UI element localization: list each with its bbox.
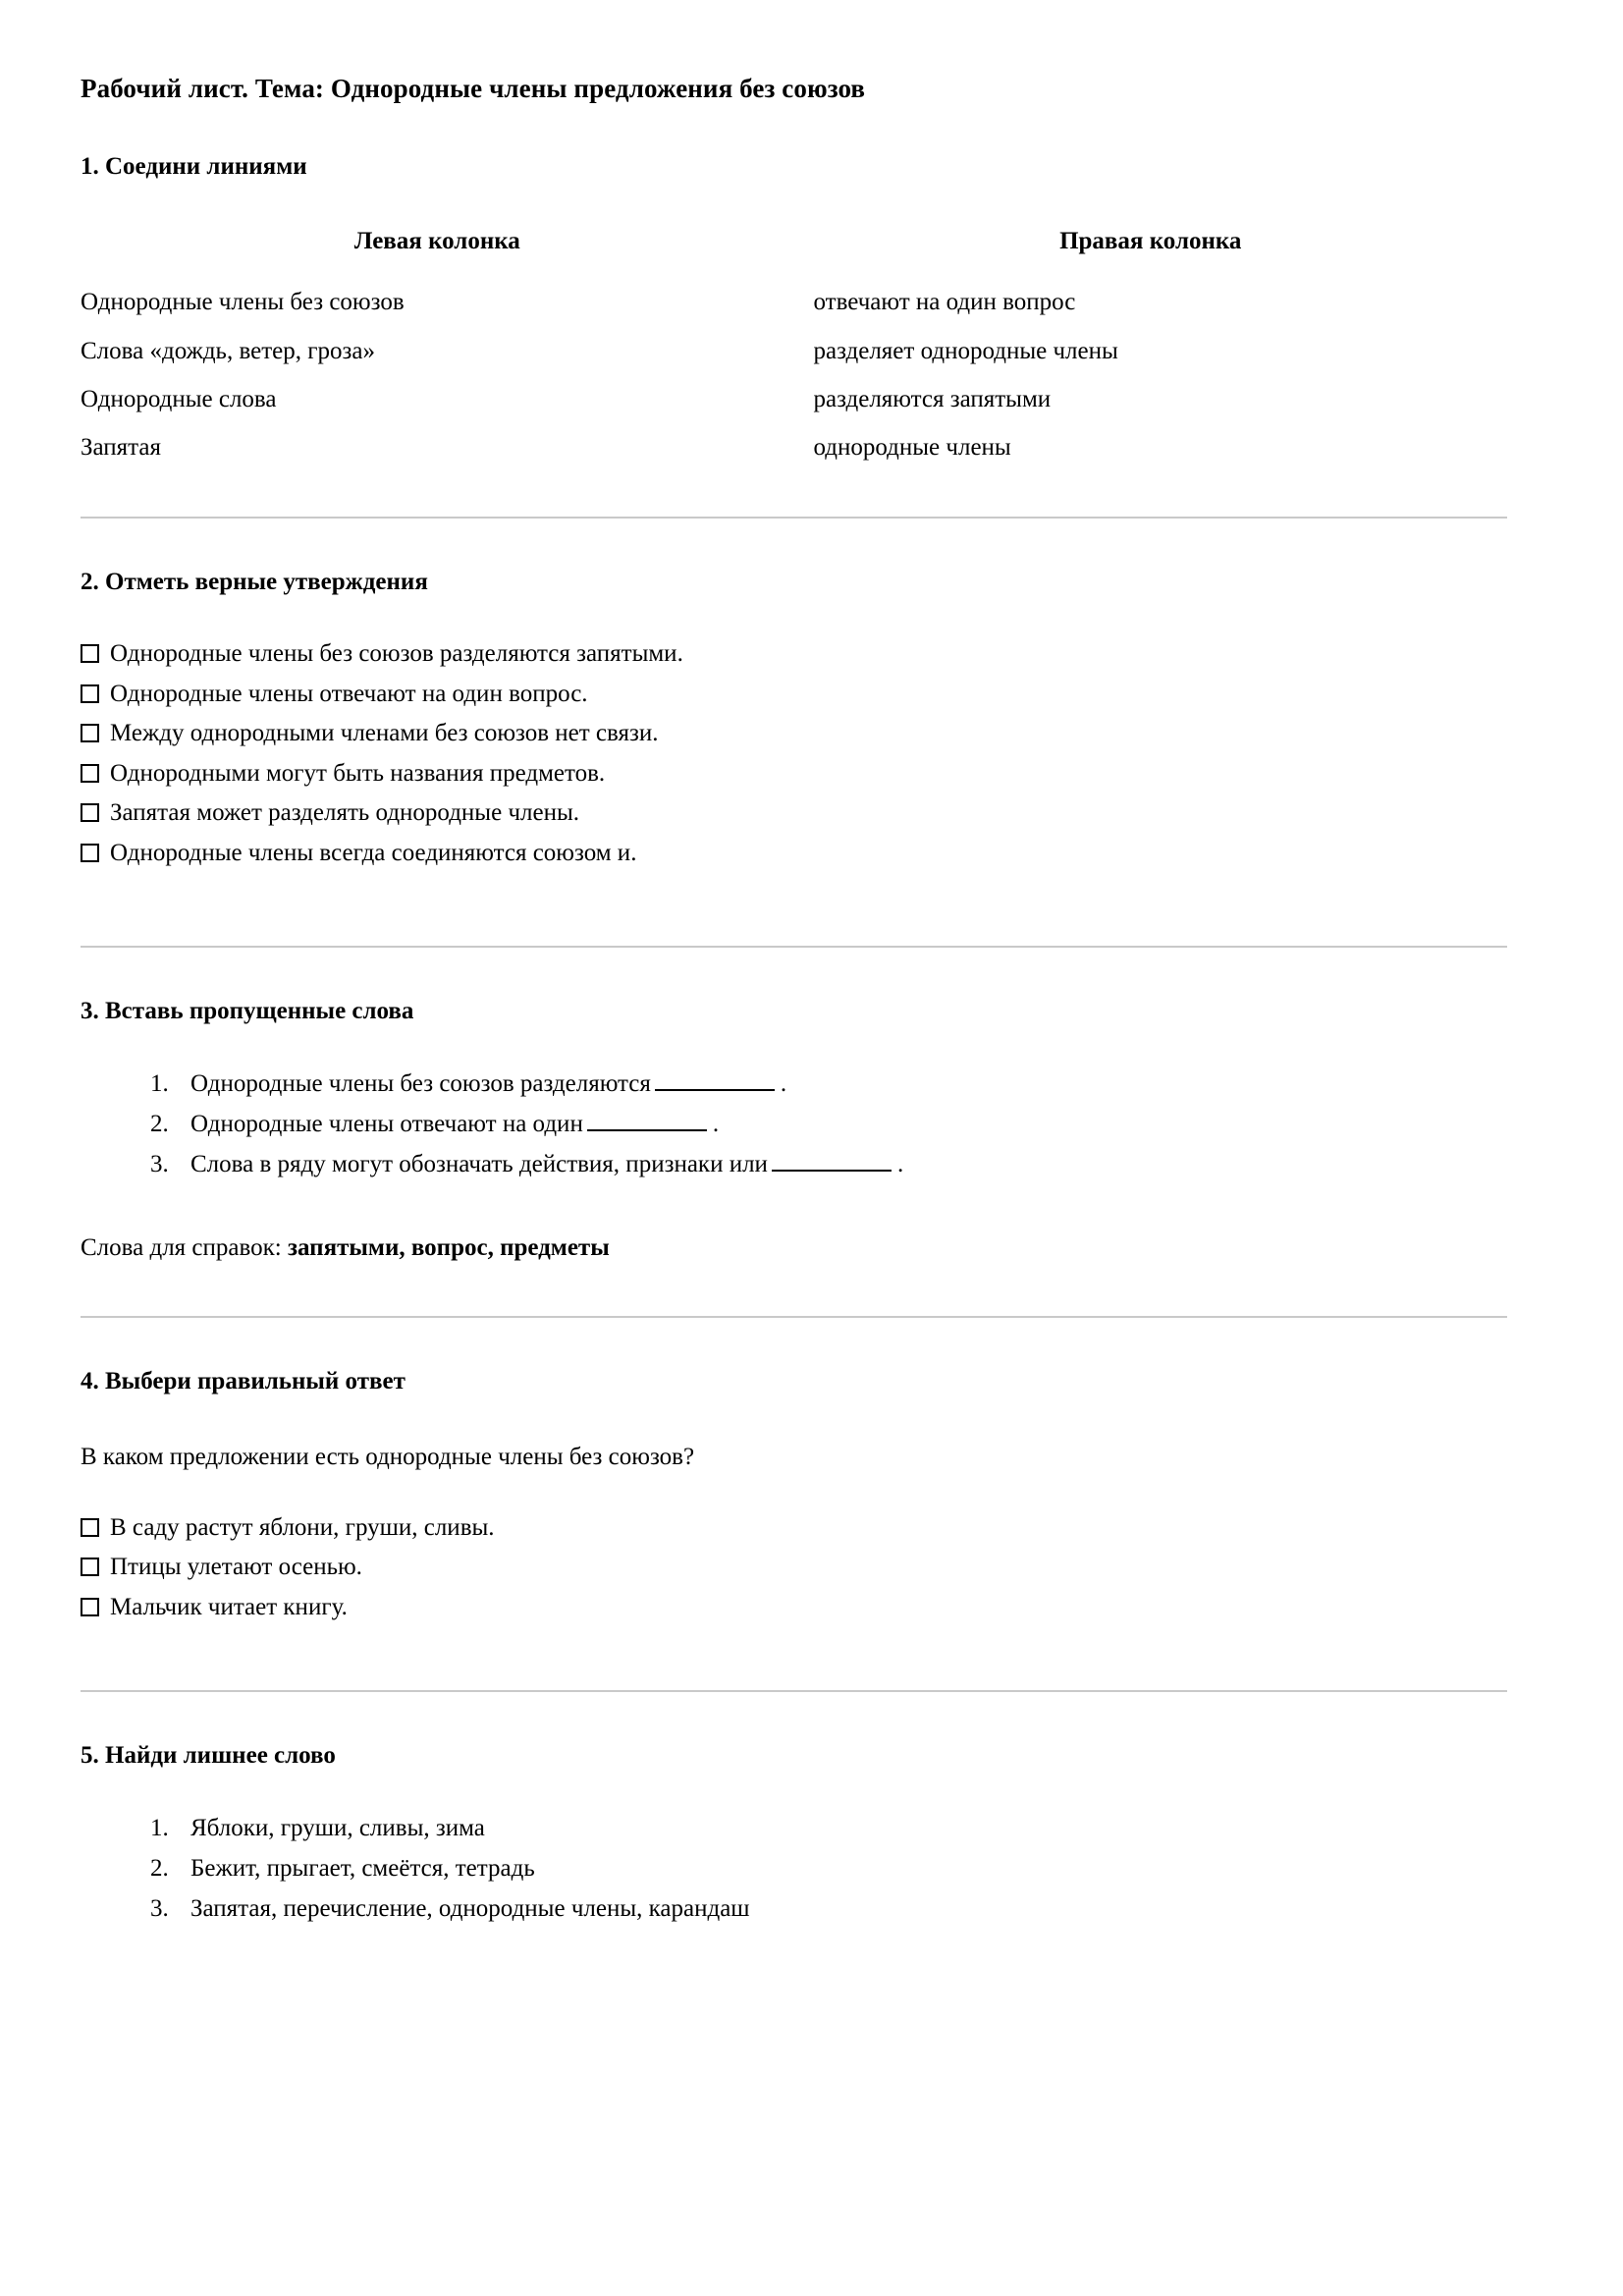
section-divider	[81, 517, 1507, 519]
answer-options-list	[81, 1508, 1507, 1628]
list-item[interactable]: 2. Бежит, прыгает, смеётся, тетрадь	[175, 1848, 1507, 1888]
page-title: Рабочий лист. Тема: Однородные члены предложения без союзов	[81, 74, 866, 103]
checkbox-icon[interactable]	[81, 724, 99, 742]
checkbox-icon[interactable]	[81, 803, 99, 822]
section-divider	[81, 1690, 1507, 1692]
statement-label: Однородные члены отвечают на один вопрос.	[110, 680, 588, 707]
matching-table	[81, 227, 1507, 471]
match-right-item[interactable]: разделяет однородные члены	[813, 337, 1118, 364]
list-item[interactable]	[81, 714, 1507, 754]
checkbox-icon[interactable]	[81, 1558, 99, 1576]
fill-blank-text-after: .	[896, 1151, 904, 1178]
column-header-right: Правая колонка	[1059, 228, 1242, 255]
option-label: Птицы улетают осенью.	[110, 1554, 362, 1581]
blank-input[interactable]	[655, 1070, 775, 1091]
checkbox-icon[interactable]	[81, 844, 99, 862]
section-divider	[81, 946, 1507, 948]
list-item[interactable]	[175, 1104, 1507, 1144]
checkbox-icon[interactable]	[81, 684, 99, 703]
list-item[interactable]	[175, 1144, 1507, 1184]
odd-word-list	[81, 1808, 1507, 1929]
fill-blank-text-before: Однородные члены отвечают на один	[190, 1111, 583, 1138]
table-row	[81, 423, 1507, 471]
match-left-item[interactable]: Однородные члены без союзов	[81, 289, 405, 316]
list-item[interactable]	[81, 834, 1507, 874]
table-header-row	[81, 227, 1507, 278]
statement-label: Между однородными членами без союзов нет связи.	[110, 720, 659, 747]
section-2-heading: 2. Отметь верные утверждения	[81, 569, 428, 596]
statement-label: Однородные члены всегда соединяются союзом и.	[110, 839, 637, 866]
list-item[interactable]	[81, 634, 1507, 675]
list-item[interactable]: 3. Запятая, перечисление, однородные члены, карандаш	[175, 1888, 1507, 1929]
blank-input[interactable]	[587, 1111, 707, 1131]
reference-words-line	[81, 1232, 1507, 1265]
list-item[interactable]	[81, 1548, 1507, 1588]
option-label: В саду растут яблони, груши, сливы.	[110, 1513, 495, 1541]
checkbox-icon[interactable]	[81, 764, 99, 783]
table-row	[81, 375, 1507, 423]
section-5-heading: 5. Найди лишнее слово	[81, 1742, 336, 1770]
list-item[interactable]	[81, 675, 1507, 715]
table-row	[81, 327, 1507, 375]
match-right-item[interactable]: отвечают на один вопрос	[813, 289, 1076, 316]
option-label: Мальчик читает книгу.	[110, 1593, 348, 1620]
statements-checklist	[81, 634, 1507, 873]
section-4-heading: 4. Выбери правильный ответ	[81, 1367, 406, 1394]
match-right-item[interactable]: разделяются запятыми	[813, 385, 1052, 412]
checkbox-icon[interactable]	[81, 1598, 99, 1616]
table-row	[81, 278, 1507, 326]
match-left-item[interactable]: Запятая	[81, 434, 161, 462]
section-3-heading: 3. Вставь пропущенные слова	[81, 998, 414, 1025]
statement-label: Запятая может разделять однородные члены.	[110, 799, 580, 827]
match-left-item[interactable]: Слова «дождь, ветер, гроза»	[81, 337, 375, 364]
reference-label: Слова для справок:	[81, 1234, 288, 1262]
column-header-left: Левая колонка	[353, 228, 520, 255]
match-right-item[interactable]: однородные члены	[813, 434, 1011, 462]
section-4-question: В каком предложении есть однородные члены без союзов?	[81, 1443, 695, 1470]
statement-label: Однородными могут быть названия предметов.	[110, 759, 606, 787]
list-item[interactable]	[81, 754, 1507, 794]
fill-blank-text-after: .	[780, 1070, 787, 1098]
section-divider	[81, 1316, 1507, 1318]
fill-blank-text-before: Слова в ряду могут обозначать действия, признаки или	[190, 1151, 768, 1178]
list-item[interactable]: 1. Яблоки, груши, сливы, зима	[175, 1808, 1507, 1848]
list-item[interactable]	[81, 793, 1507, 834]
checkbox-icon[interactable]	[81, 1518, 99, 1537]
statement-label: Однородные члены без союзов разделяются запятыми.	[110, 640, 683, 668]
match-left-item[interactable]: Однородные слова	[81, 385, 277, 412]
checkbox-icon[interactable]	[81, 644, 99, 663]
list-item[interactable]	[81, 1588, 1507, 1628]
section-1-heading: 1. Соедини линиями	[81, 153, 307, 181]
fill-blank-list	[81, 1064, 1507, 1184]
list-item[interactable]	[175, 1064, 1507, 1104]
fill-blank-text-after: .	[712, 1111, 720, 1138]
list-item[interactable]	[81, 1508, 1507, 1549]
blank-input[interactable]	[772, 1151, 892, 1172]
fill-blank-text-before: Однородные члены без союзов разделяются	[190, 1070, 651, 1098]
reference-words: запятыми, вопрос, предметы	[287, 1234, 610, 1262]
